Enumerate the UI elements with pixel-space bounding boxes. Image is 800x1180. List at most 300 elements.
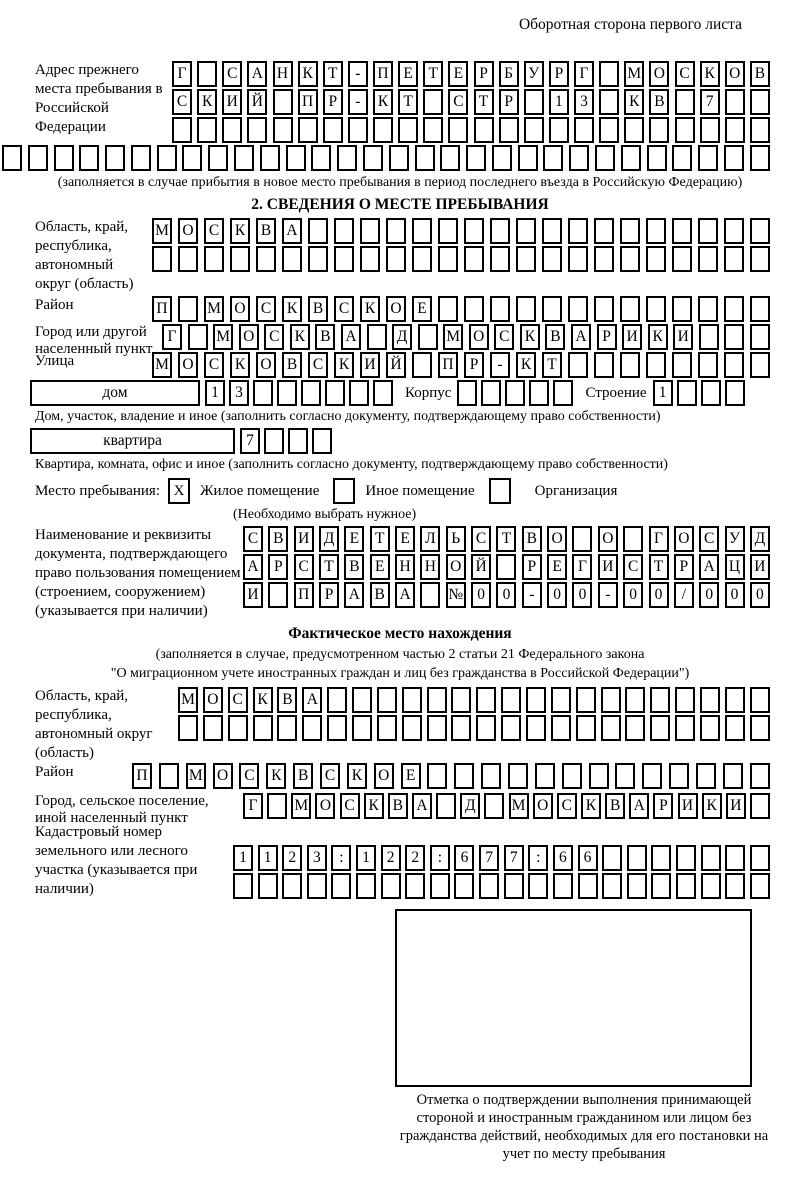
char-cell[interactable]: С [256,296,276,322]
char-cell[interactable] [360,218,380,244]
char-cell[interactable]: С [334,296,354,322]
char-cell[interactable]: Р [597,324,617,350]
char-cell[interactable] [568,218,588,244]
char-cell[interactable]: Г [574,61,594,87]
char-cell[interactable] [256,246,276,272]
char-cell[interactable] [620,296,640,322]
char-cell[interactable]: Е [401,763,421,789]
char-cell[interactable]: О [674,526,694,552]
char-cell[interactable] [352,687,372,713]
char-cell[interactable] [576,687,596,713]
char-cell[interactable]: М [443,324,463,350]
char-cell[interactable] [651,873,671,899]
char-cell[interactable]: Е [395,526,415,552]
char-cell[interactable]: О [649,61,669,87]
char-cell[interactable] [551,715,571,741]
char-cell[interactable] [569,145,589,171]
char-cell[interactable] [602,845,622,871]
char-cell[interactable] [301,380,321,406]
char-cell[interactable] [204,246,224,272]
char-cell[interactable] [457,380,477,406]
char-cell[interactable]: В [282,352,302,378]
char-cell[interactable]: С [320,763,340,789]
char-cell[interactable] [454,873,474,899]
char-cell[interactable]: И [750,554,770,580]
char-cell[interactable] [307,873,327,899]
char-cell[interactable] [594,352,614,378]
char-cell[interactable] [131,145,151,171]
char-cell[interactable]: С [243,526,263,552]
char-cell[interactable]: К [624,89,644,115]
char-cell[interactable] [700,687,720,713]
char-cell[interactable]: С [675,61,695,87]
char-cell[interactable]: А [302,687,322,713]
char-cell[interactable] [504,873,524,899]
char-cell[interactable]: Е [344,526,364,552]
char-cell[interactable] [553,873,573,899]
char-cell[interactable] [277,715,297,741]
char-cell[interactable]: - [522,582,542,608]
char-cell[interactable] [420,582,440,608]
char-cell[interactable]: М [152,352,172,378]
char-cell[interactable] [620,352,640,378]
char-cell[interactable] [490,246,510,272]
char-cell[interactable] [750,296,770,322]
char-cell[interactable] [438,246,458,272]
char-cell[interactable] [594,296,614,322]
char-cell[interactable] [302,715,322,741]
char-cell[interactable] [649,117,669,143]
char-cell[interactable]: / [674,582,694,608]
char-cell[interactable]: Й [471,554,491,580]
char-cell[interactable]: 7 [479,845,499,871]
char-cell[interactable] [701,380,721,406]
char-cell[interactable]: М [186,763,206,789]
char-cell[interactable] [501,687,521,713]
char-cell[interactable] [524,117,544,143]
char-cell[interactable] [331,873,351,899]
char-cell[interactable]: 3 [229,380,249,406]
char-cell[interactable] [323,117,343,143]
char-cell[interactable] [172,117,192,143]
char-cell[interactable]: Р [464,352,484,378]
char-cell[interactable] [594,218,614,244]
char-cell[interactable]: В [649,89,669,115]
char-cell[interactable]: Д [319,526,339,552]
char-cell[interactable] [698,352,718,378]
char-cell[interactable] [440,145,460,171]
char-cell[interactable] [234,145,254,171]
char-cell[interactable]: 0 [471,582,491,608]
char-cell[interactable]: У [725,526,745,552]
char-cell[interactable]: А [243,554,263,580]
char-cell[interactable] [377,715,397,741]
char-cell[interactable] [247,117,267,143]
char-cell[interactable]: Е [547,554,567,580]
char-cell[interactable] [724,296,744,322]
char-cell[interactable]: В [750,61,770,87]
char-cell[interactable]: И [726,793,746,819]
char-cell[interactable]: О [446,554,466,580]
char-cell[interactable] [725,845,745,871]
char-cell[interactable]: О [533,793,553,819]
char-cell[interactable] [725,380,745,406]
char-cell[interactable] [157,145,177,171]
char-cell[interactable] [451,687,471,713]
char-cell[interactable] [490,218,510,244]
char-cell[interactable]: О [725,61,745,87]
char-cell[interactable]: С [204,352,224,378]
char-cell[interactable] [646,218,666,244]
char-cell[interactable] [595,145,615,171]
char-cell[interactable] [542,218,562,244]
char-cell[interactable]: К [230,352,250,378]
char-cell[interactable] [624,117,644,143]
char-cell[interactable]: К [360,296,380,322]
char-cell[interactable] [526,715,546,741]
char-cell[interactable]: И [598,554,618,580]
checkbox-residential[interactable]: X [168,478,190,504]
char-cell[interactable] [508,763,528,789]
char-cell[interactable] [602,873,622,899]
char-cell[interactable] [412,352,432,378]
char-cell[interactable]: - [348,61,368,87]
char-cell[interactable] [542,296,562,322]
char-cell[interactable] [28,145,48,171]
char-cell[interactable]: Р [319,582,339,608]
char-cell[interactable] [260,145,280,171]
char-cell[interactable] [197,61,217,87]
char-cell[interactable] [750,89,770,115]
char-cell[interactable] [750,793,770,819]
char-cell[interactable] [311,145,331,171]
char-cell[interactable]: 2 [282,845,302,871]
char-cell[interactable]: : [528,845,548,871]
char-cell[interactable]: О [230,296,250,322]
char-cell[interactable] [282,246,302,272]
char-cell[interactable]: В [277,687,297,713]
char-cell[interactable]: Р [674,554,694,580]
char-cell[interactable] [381,873,401,899]
char-cell[interactable]: А [571,324,591,350]
char-cell[interactable]: С [264,324,284,350]
char-cell[interactable]: Е [398,61,418,87]
char-cell[interactable] [518,145,538,171]
char-cell[interactable] [182,145,202,171]
char-cell[interactable]: Н [395,554,415,580]
char-cell[interactable]: К [347,763,367,789]
char-cell[interactable]: И [360,352,380,378]
char-cell[interactable]: Б [499,61,519,87]
char-cell[interactable] [373,117,393,143]
char-cell[interactable]: 7 [504,845,524,871]
char-cell[interactable] [677,380,697,406]
char-cell[interactable]: С [557,793,577,819]
char-cell[interactable]: М [152,218,172,244]
char-cell[interactable]: Р [549,61,569,87]
char-cell[interactable]: С [294,554,314,580]
char-cell[interactable]: В [522,526,542,552]
char-cell[interactable] [79,145,99,171]
char-cell[interactable]: Р [653,793,673,819]
char-cell[interactable]: К [520,324,540,350]
char-cell[interactable] [526,687,546,713]
char-cell[interactable] [474,117,494,143]
char-cell[interactable]: Р [499,89,519,115]
char-cell[interactable] [230,246,250,272]
char-cell[interactable] [499,117,519,143]
char-cell[interactable] [578,873,598,899]
char-cell[interactable] [282,873,302,899]
char-cell[interactable]: Й [386,352,406,378]
char-cell[interactable] [152,246,172,272]
char-cell[interactable] [594,246,614,272]
char-cell[interactable] [415,145,435,171]
char-cell[interactable] [277,380,297,406]
char-cell[interactable] [725,873,745,899]
char-cell[interactable] [725,715,745,741]
char-cell[interactable] [672,218,692,244]
char-cell[interactable]: С [172,89,192,115]
char-cell[interactable]: Ц [725,554,745,580]
char-cell[interactable] [423,117,443,143]
char-cell[interactable] [481,763,501,789]
char-cell[interactable] [360,246,380,272]
char-cell[interactable] [642,763,662,789]
char-cell[interactable] [750,246,770,272]
char-cell[interactable]: С [448,89,468,115]
char-cell[interactable] [476,715,496,741]
char-cell[interactable] [451,715,471,741]
char-cell[interactable] [599,89,619,115]
char-cell[interactable] [698,296,718,322]
checkbox-organization[interactable] [489,478,511,504]
char-cell[interactable] [646,352,666,378]
char-cell[interactable] [203,715,223,741]
char-cell[interactable]: 0 [750,582,770,608]
char-cell[interactable] [405,873,425,899]
char-cell[interactable] [625,715,645,741]
char-cell[interactable]: Т [496,526,516,552]
char-cell[interactable]: М [204,296,224,322]
char-cell[interactable] [479,873,499,899]
char-cell[interactable]: П [438,352,458,378]
char-cell[interactable] [288,428,308,454]
char-cell[interactable] [412,246,432,272]
char-cell[interactable] [724,246,744,272]
char-cell[interactable]: Н [420,554,440,580]
char-cell[interactable] [464,246,484,272]
char-cell[interactable]: 1 [549,89,569,115]
char-cell[interactable]: К [648,324,668,350]
char-cell[interactable] [623,526,643,552]
char-cell[interactable] [750,687,770,713]
char-cell[interactable] [466,145,486,171]
char-cell[interactable] [222,117,242,143]
char-cell[interactable] [576,715,596,741]
char-cell[interactable]: Т [319,554,339,580]
char-cell[interactable]: О [178,218,198,244]
char-cell[interactable] [448,117,468,143]
char-cell[interactable] [562,763,582,789]
char-cell[interactable] [568,352,588,378]
char-cell[interactable]: С [204,218,224,244]
char-cell[interactable]: А [341,324,361,350]
char-cell[interactable] [436,793,456,819]
char-cell[interactable] [599,117,619,143]
char-cell[interactable]: Т [474,89,494,115]
char-cell[interactable]: - [348,89,368,115]
char-cell[interactable]: Т [649,554,669,580]
char-cell[interactable]: А [629,793,649,819]
char-cell[interactable]: С [340,793,360,819]
char-cell[interactable] [402,715,422,741]
char-cell[interactable]: Д [750,526,770,552]
char-cell[interactable] [490,296,510,322]
char-cell[interactable] [672,352,692,378]
char-cell[interactable] [725,117,745,143]
char-cell[interactable] [700,715,720,741]
char-cell[interactable] [423,89,443,115]
char-cell[interactable] [298,117,318,143]
char-cell[interactable] [724,145,744,171]
char-cell[interactable]: А [282,218,302,244]
char-cell[interactable]: К [266,763,286,789]
char-cell[interactable] [621,145,641,171]
char-cell[interactable]: С [222,61,242,87]
char-cell[interactable]: А [412,793,432,819]
char-cell[interactable]: П [298,89,318,115]
char-cell[interactable] [542,246,562,272]
char-cell[interactable] [625,687,645,713]
char-cell[interactable] [389,145,409,171]
char-cell[interactable]: И [673,324,693,350]
char-cell[interactable]: С [308,352,328,378]
char-cell[interactable]: К [516,352,536,378]
char-cell[interactable]: 1 [205,380,225,406]
char-cell[interactable] [418,324,438,350]
char-cell[interactable] [750,845,770,871]
char-cell[interactable]: И [222,89,242,115]
char-cell[interactable] [476,687,496,713]
char-cell[interactable] [367,324,387,350]
char-cell[interactable] [750,763,770,789]
char-cell[interactable] [750,145,770,171]
char-cell[interactable]: 1 [356,845,376,871]
char-cell[interactable]: К [364,793,384,819]
char-cell[interactable] [543,145,563,171]
char-cell[interactable] [464,296,484,322]
char-cell[interactable] [412,218,432,244]
char-cell[interactable] [723,763,743,789]
char-cell[interactable]: : [430,845,450,871]
char-cell[interactable] [572,526,592,552]
char-cell[interactable] [650,715,670,741]
char-cell[interactable]: И [294,526,314,552]
char-cell[interactable] [675,687,695,713]
char-cell[interactable] [54,145,74,171]
char-cell[interactable] [651,845,671,871]
char-cell[interactable]: Т [398,89,418,115]
char-cell[interactable]: К [702,793,722,819]
char-cell[interactable]: К [298,61,318,87]
char-cell[interactable] [574,117,594,143]
char-cell[interactable]: К [700,61,720,87]
char-cell[interactable]: В [370,582,390,608]
char-cell[interactable]: 0 [496,582,516,608]
char-cell[interactable] [197,117,217,143]
char-cell[interactable] [524,89,544,115]
char-cell[interactable]: В [344,554,364,580]
char-cell[interactable]: 3 [574,89,594,115]
char-cell[interactable] [178,246,198,272]
char-cell[interactable]: П [132,763,152,789]
char-cell[interactable]: В [315,324,335,350]
char-cell[interactable] [750,218,770,244]
char-cell[interactable] [516,218,536,244]
char-cell[interactable]: 2 [405,845,425,871]
char-cell[interactable] [750,873,770,899]
char-cell[interactable]: 0 [623,582,643,608]
char-cell[interactable] [178,715,198,741]
char-cell[interactable] [327,687,347,713]
char-cell[interactable] [549,117,569,143]
char-cell[interactable]: 1 [653,380,673,406]
char-cell[interactable]: В [256,218,276,244]
char-cell[interactable]: К [581,793,601,819]
char-cell[interactable]: О [213,763,233,789]
char-cell[interactable]: 0 [572,582,592,608]
char-cell[interactable] [286,145,306,171]
char-cell[interactable] [698,218,718,244]
char-cell[interactable]: М [509,793,529,819]
char-cell[interactable]: И [678,793,698,819]
char-cell[interactable] [427,687,447,713]
char-cell[interactable] [348,117,368,143]
char-cell[interactable]: № [446,582,466,608]
char-cell[interactable]: 6 [578,845,598,871]
char-cell[interactable]: М [624,61,644,87]
char-cell[interactable]: К [290,324,310,350]
char-cell[interactable] [233,873,253,899]
char-cell[interactable]: : [331,845,351,871]
char-cell[interactable]: О [256,352,276,378]
char-cell[interactable]: 7 [240,428,260,454]
char-cell[interactable] [725,89,745,115]
char-cell[interactable]: Г [243,793,263,819]
char-cell[interactable]: 0 [547,582,567,608]
char-cell[interactable]: В [268,526,288,552]
char-cell[interactable]: О [469,324,489,350]
char-cell[interactable]: И [243,582,263,608]
char-cell[interactable] [601,715,621,741]
char-cell[interactable] [672,246,692,272]
char-cell[interactable]: П [294,582,314,608]
char-cell[interactable] [352,715,372,741]
char-cell[interactable]: А [395,582,415,608]
char-cell[interactable]: 7 [700,89,720,115]
char-cell[interactable] [438,218,458,244]
char-cell[interactable] [308,246,328,272]
char-cell[interactable] [253,715,273,741]
char-cell[interactable] [750,117,770,143]
char-cell[interactable] [273,89,293,115]
char-cell[interactable] [264,428,284,454]
char-cell[interactable]: Д [460,793,480,819]
char-cell[interactable]: Т [370,526,390,552]
char-cell[interactable] [669,763,689,789]
char-cell[interactable] [750,324,770,350]
